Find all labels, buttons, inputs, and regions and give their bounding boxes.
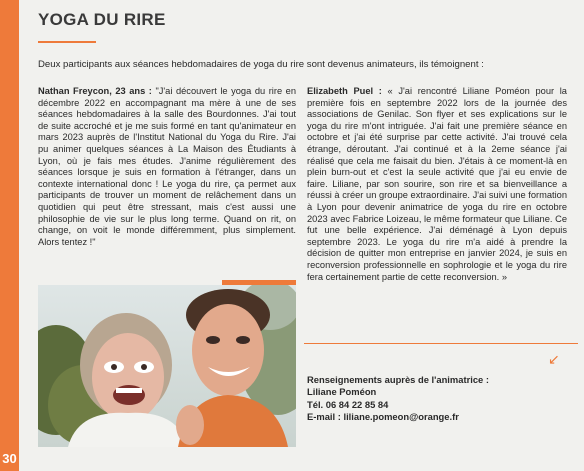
arrow-down-left-icon: ↙ [548,351,560,367]
testimony-nathan-text: "J'ai découvert le yoga du rire en décembre 2022 en accompagnant ma mère à une de ses séances hebdomadaires à la salle des Bourdonnes. J'ai tout de suite accroché et je me suis formé en tant qu'animateur en mars 2023 auprès de l'Institut National du Yoga du Rire. J'ai pu animer quelques séances à La Maison des Étudiants à Lyon, où je fais mes études. J'anime régulièrement des séances lorsque je suis en formation à l'étranger, dans un contexte international donc ! Le yoga du rire, ça permet aux participants de trouver un moment de relâchement dans un quotidien qui peut être stressant, mais c'est aussi une philosophie de vie sur le plus long terme. Quand on rit, on change, on voit le monde différemment, plus simplement. Alors tentez !" [38,86,297,247]
title-underline [38,41,96,43]
contact-phone: Tél. 06 84 22 85 84 [307,398,389,410]
page-number: 30 [2,451,17,466]
participants-photo [38,285,296,447]
testimony-elizabeth-name: Elizabeth Puel : [307,86,382,96]
intro-paragraph: Deux participants aux séances hebdomadaires de yoga du rire sont devenus animateurs, ils témoignent : [38,59,484,70]
contact-heading: Renseignements auprès de l'animatrice : [307,374,489,385]
contact-name: Liliane Poméon [307,386,377,398]
testimony-elizabeth [307,86,567,283]
contact-email: E-mail : liliane.pomeon@orange.fr [307,411,459,423]
contact-info [307,374,569,424]
testimony-elizabeth-text: « J'ai rencontré Liliane Poméon pour la première fois en septembre 2022 lors de la journée des associations de Genilac. Son flyer et ses explications sur le yoga du rire m'ont intriguée. J'ai fait une première séance en octobre et j'ai été surprise par cette activité. J'ai trouvé cela étrange, déroutant. J'ai continué et à la 2eme séance j'ai réalisé que cela me faisait du bien. J'étais à ce moment-là en plein burn-out et c'est la seule activité que j'ai eu envie de faire. Liliane, par son sourire, son rire et sa bienveillance a réussi à créer un groupe extraordinaire. J'ai suivi une formation à Lyon pour devenir animatrice de yoga du rire en octobre 2023 avec Fabrice Loizeau, le même formateur que Liliane. Ce fut une belle expérience. J'ai déménagé à Lyon depuis septembre 2023. Le yoga du rire m'a aidé à prendre la décision de quitter mon entreprise en janvier 2024, je suis en reconversion professionnelle en sophrologie et le yoga du rire fera certainement partie de cette reconversion. » [307,86,567,282]
left-accent-band [0,0,19,471]
testimony-nathan [38,86,296,248]
page-title: YOGA DU RIRE [38,10,166,29]
testimony-nathan-name: Nathan Freycon, 23 ans : [38,86,152,96]
info-divider [304,343,578,344]
